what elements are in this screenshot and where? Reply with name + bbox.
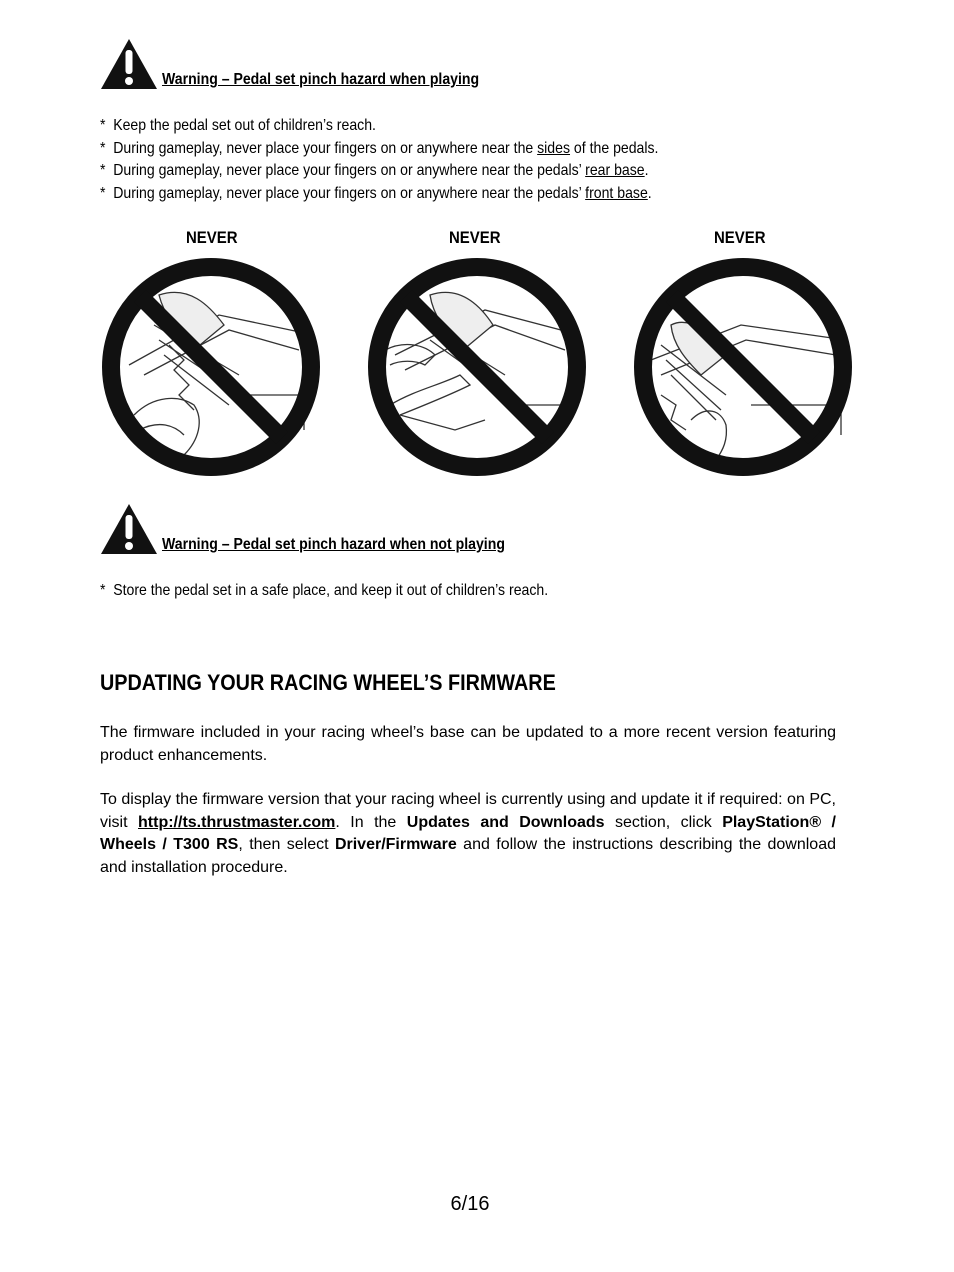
never-label-3: NEVER <box>714 228 766 247</box>
never-label-1: NEVER <box>186 228 238 247</box>
prohibition-sign-icon <box>99 255 323 479</box>
warning-triangle-icon <box>100 38 158 90</box>
warning-not-playing-list <box>100 580 548 603</box>
warning-playing-list <box>100 115 658 205</box>
page-number: 6/16 <box>450 1193 490 1215</box>
list-item: * Keep the pedal set out of children’s reach. <box>100 117 376 134</box>
warning-title-not-playing: Warning – Pedal set pinch hazard when not playing <box>162 536 505 553</box>
list-item: * During gameplay, never place your fingers on or anywhere near the pedals’ front base. <box>100 184 652 202</box>
warning-title-playing: Warning – Pedal set pinch hazard when playing <box>162 71 480 88</box>
warning-triangle-icon <box>100 503 158 555</box>
paragraph-instructions: To display the firmware version that your racing wheel is currently using and update it if required: on PC, visit http://ts.thrustmaster.com. In the Updates and Downloads section, click PlayStation® / Wheels / T300 RS, then select Driver/Firmware and follow the instructions describing the download and installation procedure. <box>100 791 837 876</box>
list-item: * During gameplay, never place your fingers on or anywhere near the sides of the pedals. <box>100 139 659 157</box>
never-label-2: NEVER <box>449 228 501 247</box>
section-heading: UPDATING YOUR RACING WHEEL’S FIRMWARE <box>100 670 556 695</box>
list-item: * During gameplay, never place your fingers on or anywhere near the pedals’ rear base. <box>100 162 649 179</box>
list-item: * Store the pedal set in a safe place, and keep it out of children’s reach. <box>100 582 549 599</box>
prohibition-sign-icon <box>365 255 589 479</box>
thrustmaster-link[interactable]: http://ts.thrustmaster.com <box>138 813 336 831</box>
paragraph-intro: The firmware included in your racing wheel’s base can be updated to a more recent version featuring product enhancements. <box>100 724 836 764</box>
prohibition-sign-icon <box>631 255 855 479</box>
